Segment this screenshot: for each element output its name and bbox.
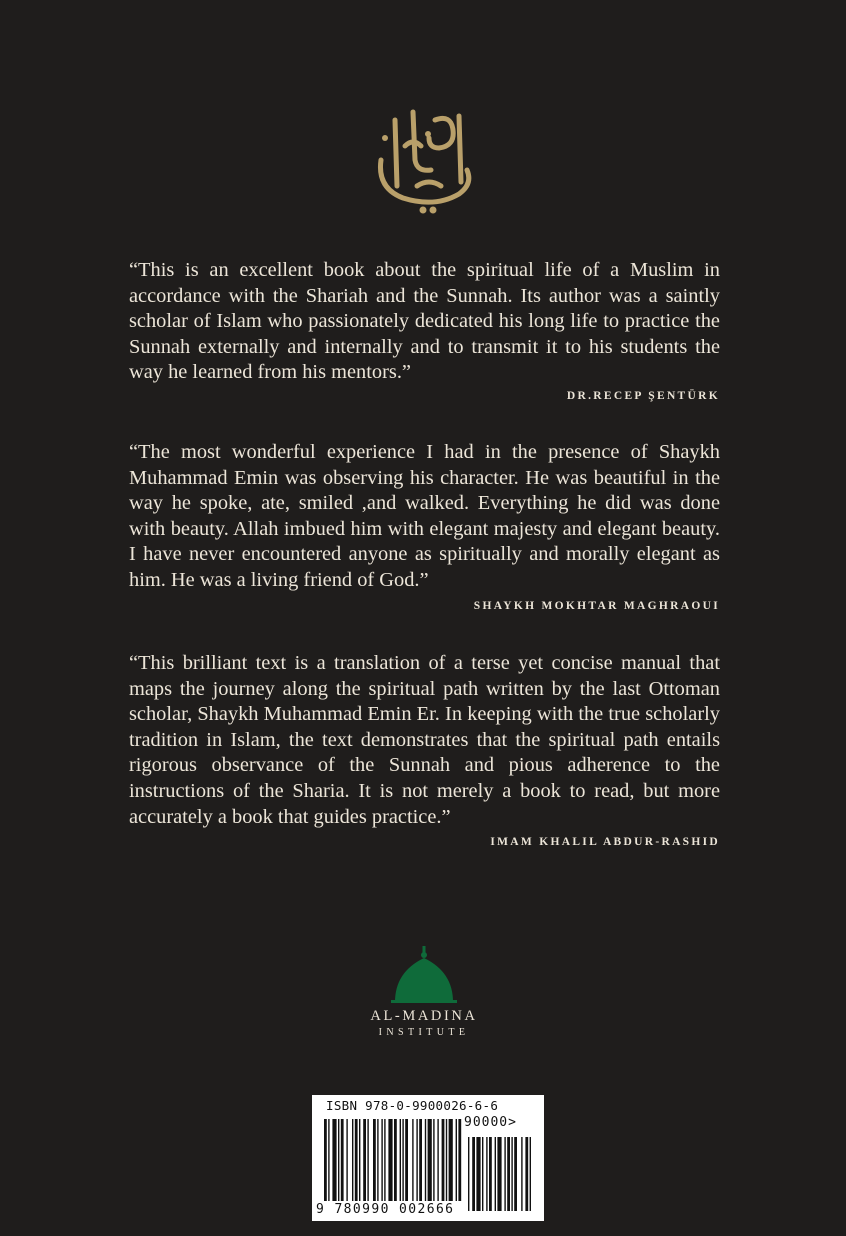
barcode-addon-bar (486, 1137, 487, 1211)
barcode-bar (437, 1119, 438, 1201)
barcode-bar (338, 1119, 339, 1201)
barcode-addon-bar (489, 1137, 492, 1211)
barcode-bar (442, 1119, 445, 1201)
barcode-addon-bar (495, 1137, 496, 1211)
publisher-logo (368, 946, 480, 1042)
barcode-addon-bar (514, 1137, 517, 1211)
barcode-bar (458, 1119, 461, 1201)
barcode-addon-bar (530, 1137, 531, 1211)
barcode-bar (384, 1119, 385, 1201)
barcode-bar (400, 1119, 401, 1201)
barcode-bar (373, 1119, 376, 1201)
barcode-bar (416, 1119, 417, 1201)
publisher-name: AL-MADINA (370, 1008, 478, 1024)
barcode-bar (412, 1119, 413, 1201)
barcode-bar (355, 1119, 358, 1201)
arabic-calligraphy-emblem-icon (355, 90, 491, 226)
barcode-bar (324, 1119, 327, 1201)
barcode-bar (388, 1119, 392, 1201)
price-code: 90000> (464, 1115, 517, 1130)
barcode-bar (446, 1119, 447, 1201)
barcode-digits: 9 780990 002666 (316, 1202, 455, 1217)
barcode-addon-bar (472, 1137, 475, 1211)
barcode-bar (328, 1119, 329, 1201)
barcode-bar (359, 1119, 360, 1201)
barcode-addon-bar (504, 1137, 505, 1211)
barcode-addon-bar (525, 1137, 528, 1211)
endorsement-quote-2: “The most wonderful experience I had in the presence of Shaykh Muhammad Emin was observing his character. He was beautiful in the way he spoke, ate, smiled ,and walked. Everything he did was done with beauty. Allah imbued him with elegant majesty and elegant beauty. I have never encountered anyone as spiritually and morally elegant as him. He was a living friend of God.” (129, 441, 720, 591)
barcode-addon-bar (468, 1137, 469, 1211)
endorsement-quote-3: “This brilliant text is a translation of a terse yet concise manual that maps the journey along the spiritual path written by the last Ottoman scholar, Shaykh Muhammad Emin Er. In keeping with the true scholarly tradition in Islam, the text demonstrates that the spiritual path entails rigorous observance of the Sunnah and pious adherence to the instructions of the Sharia. It is not merely a book to read, but more accurately a book that guides practice.” (129, 652, 720, 828)
barcode-bar (419, 1119, 422, 1201)
barcode-addon-bar (511, 1137, 512, 1211)
barcode-bar (449, 1119, 453, 1201)
endorsement-quote-1: “This is an excellent book about the spiritual life of a Muslim in accordance with the Shariah and the Sunnah. Its author was a saintly scholar of Islam who passionately dedicated his long life to practice the Sunnah externally and internally and to transmit it to his students the way he learned from his mentors.” (129, 259, 720, 384)
barcode-bar (456, 1119, 457, 1201)
endorsement-author-3: IMAM KHALIL ABDUR-RASHID (490, 836, 720, 848)
barcode-bar (394, 1119, 397, 1201)
endorsement-author-1: DR.RECEP ŞENTÜRK (566, 390, 720, 402)
barcode-bar (363, 1119, 366, 1201)
barcode-addon-bar (482, 1137, 483, 1211)
barcode-bar (346, 1119, 347, 1201)
calligraphy-emblem (355, 90, 491, 226)
barcode-bar (377, 1119, 378, 1201)
barcode-bar (425, 1119, 426, 1201)
barcode-bar (367, 1119, 368, 1201)
barcode-bar (405, 1119, 408, 1201)
barcode-bar (433, 1119, 434, 1201)
barcode-bar (402, 1119, 403, 1201)
barcode-bar (341, 1119, 344, 1201)
green-dome-icon (389, 946, 459, 1004)
publisher-subtitle: INSTITUTE (378, 1027, 470, 1038)
barcode-addon-bar (476, 1137, 480, 1211)
barcode-addon-bar (507, 1137, 510, 1211)
barcode-bar (381, 1119, 382, 1201)
barcode-bar (352, 1119, 353, 1201)
isbn-label: ISBN 978-0-9900026-6-6 (326, 1098, 499, 1113)
barcode-bar (428, 1119, 432, 1201)
endorsement-author-2: SHAYKH MOKHTAR MAGHRAOUI (473, 600, 720, 612)
barcode-addon-bar (497, 1137, 501, 1211)
isbn-barcode (312, 1095, 544, 1221)
barcode-bar (332, 1119, 336, 1201)
barcode-addon-bar (521, 1137, 522, 1211)
